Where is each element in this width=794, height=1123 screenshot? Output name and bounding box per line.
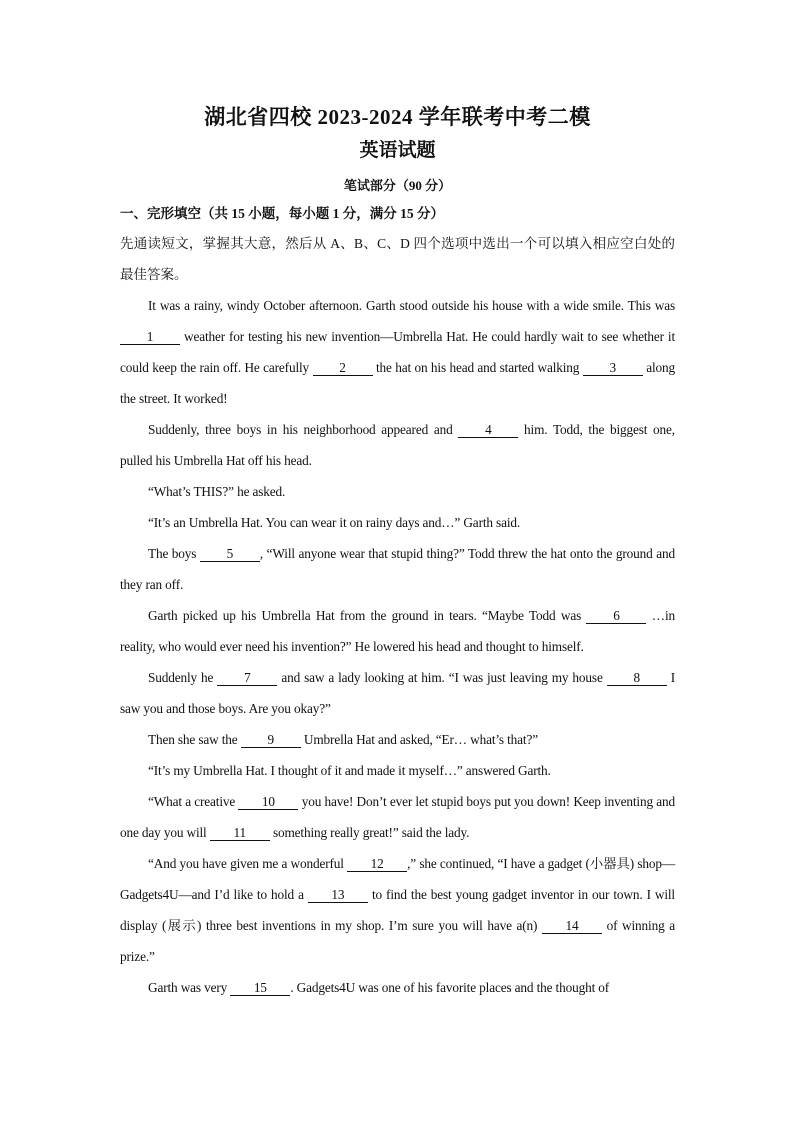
blank-5[interactable]: 5 bbox=[200, 546, 260, 562]
passage-text: weather for testing his new invention—Umbrella Hat. He could hardly wait to see whether it could keep the rain off. He carefully bbox=[120, 329, 675, 375]
passage-text: Then she saw the bbox=[148, 732, 241, 747]
part-heading: 一、完形填空（共 15 小题，每小题 1 分，满分 15 分） bbox=[120, 206, 444, 221]
passage-text: “And you have given me a wonderful bbox=[148, 856, 348, 871]
blank-7[interactable]: 7 bbox=[217, 670, 277, 686]
passage-text: to find the best young gadget inventor in our town. I will display (展示) three best inventions in my shop. I’m sure you will have a(n) bbox=[120, 887, 675, 933]
blank-9[interactable]: 9 bbox=[241, 732, 301, 748]
exam-title: 湖北省四校 2023-2024 学年联考中考二模 bbox=[204, 105, 591, 129]
passage-text: It was a rainy, windy October afternoon. Garth stood outside his house with a wide smile. This was bbox=[148, 298, 675, 313]
blank-1[interactable]: 1 bbox=[120, 329, 180, 345]
passage-text: I saw you and those boys. Are you okay?” bbox=[120, 670, 676, 716]
exam-subtitle: 英语试题 bbox=[359, 140, 436, 161]
blank-3[interactable]: 3 bbox=[583, 360, 643, 376]
blank-14[interactable]: 14 bbox=[542, 918, 602, 934]
passage-text: , “Will anyone wear that stupid thing?” Todd threw the hat onto the ground and they ran off. bbox=[120, 546, 675, 592]
blank-2[interactable]: 2 bbox=[313, 360, 373, 376]
passage-text: along the street. It worked! bbox=[120, 360, 676, 406]
exam-page bbox=[120, 100, 675, 1003]
passage-paragraph: “It’s an Umbrella Hat. You can wear it on rainy days and…” Garth said. bbox=[148, 515, 521, 530]
blank-10[interactable]: 10 bbox=[238, 794, 298, 810]
passage-text: . Gadgets4U was one of his favorite places and the thought of bbox=[290, 980, 610, 995]
passage-paragraph bbox=[120, 414, 675, 476]
passage-text: of winning a prize.” bbox=[120, 918, 675, 964]
blank-15[interactable]: 15 bbox=[230, 980, 290, 996]
passage-paragraph bbox=[120, 972, 675, 1003]
passage-paragraph bbox=[120, 290, 675, 414]
blank-13[interactable]: 13 bbox=[308, 887, 368, 903]
passage-paragraph: “What’s THIS?” he asked. bbox=[148, 484, 286, 499]
section-label: 笔试部分（90 分） bbox=[343, 178, 452, 193]
blank-6[interactable]: 6 bbox=[586, 608, 646, 624]
passage-text: “What a creative bbox=[148, 794, 239, 809]
passage-text: Garth was very bbox=[148, 980, 231, 995]
part-instruction: 先通读短文，掌握其大意，然后从 A、B、C、D 四个选项中选出一个可以填入相应空白处的最佳答案。 bbox=[120, 236, 675, 282]
passage-text: Suddenly he bbox=[148, 670, 218, 685]
passage-text: you have! Don’t ever let stupid boys put you down! Keep inventing and one day you will bbox=[120, 794, 675, 840]
passage-text: ,” she continued, “I have a gadget (小器具) shop—Gadgets4U—and I’d like to hold a bbox=[120, 856, 676, 902]
passage-paragraph bbox=[120, 600, 675, 662]
passage-text: Suddenly, three boys in his neighborhood appeared and bbox=[148, 422, 459, 437]
passage-text: …in reality, who would ever need his invention?” He lowered his head and thought to himself. bbox=[120, 608, 675, 654]
passage-text: Garth picked up his Umbrella Hat from the ground in tears. “Maybe Todd was bbox=[148, 608, 587, 623]
passage-paragraph: “It’s my Umbrella Hat. I thought of it and made it myself…” answered Garth. bbox=[148, 763, 551, 778]
cloze-passage bbox=[120, 290, 675, 1003]
passage-paragraph bbox=[120, 724, 675, 755]
passage-text: something really great!” said the lady. bbox=[269, 825, 470, 840]
passage-text: him. Todd, the biggest one, pulled his Umbrella Hat off his head. bbox=[120, 422, 675, 468]
blank-11[interactable]: 11 bbox=[210, 825, 270, 841]
blank-4[interactable]: 4 bbox=[458, 422, 518, 438]
passage-text: The boys bbox=[148, 546, 200, 561]
passage-text: Umbrella Hat and asked, “Er… what’s that?” bbox=[300, 732, 538, 747]
passage-paragraph bbox=[120, 786, 675, 848]
blank-8[interactable]: 8 bbox=[607, 670, 667, 686]
passage-paragraph bbox=[120, 848, 675, 972]
passage-text: and saw a lady looking at him. “I was just leaving my house bbox=[277, 670, 607, 685]
blank-12[interactable]: 12 bbox=[347, 856, 407, 872]
passage-paragraph bbox=[120, 662, 675, 724]
passage-text: the hat on his head and started walking bbox=[372, 360, 583, 375]
passage-paragraph bbox=[120, 538, 675, 600]
